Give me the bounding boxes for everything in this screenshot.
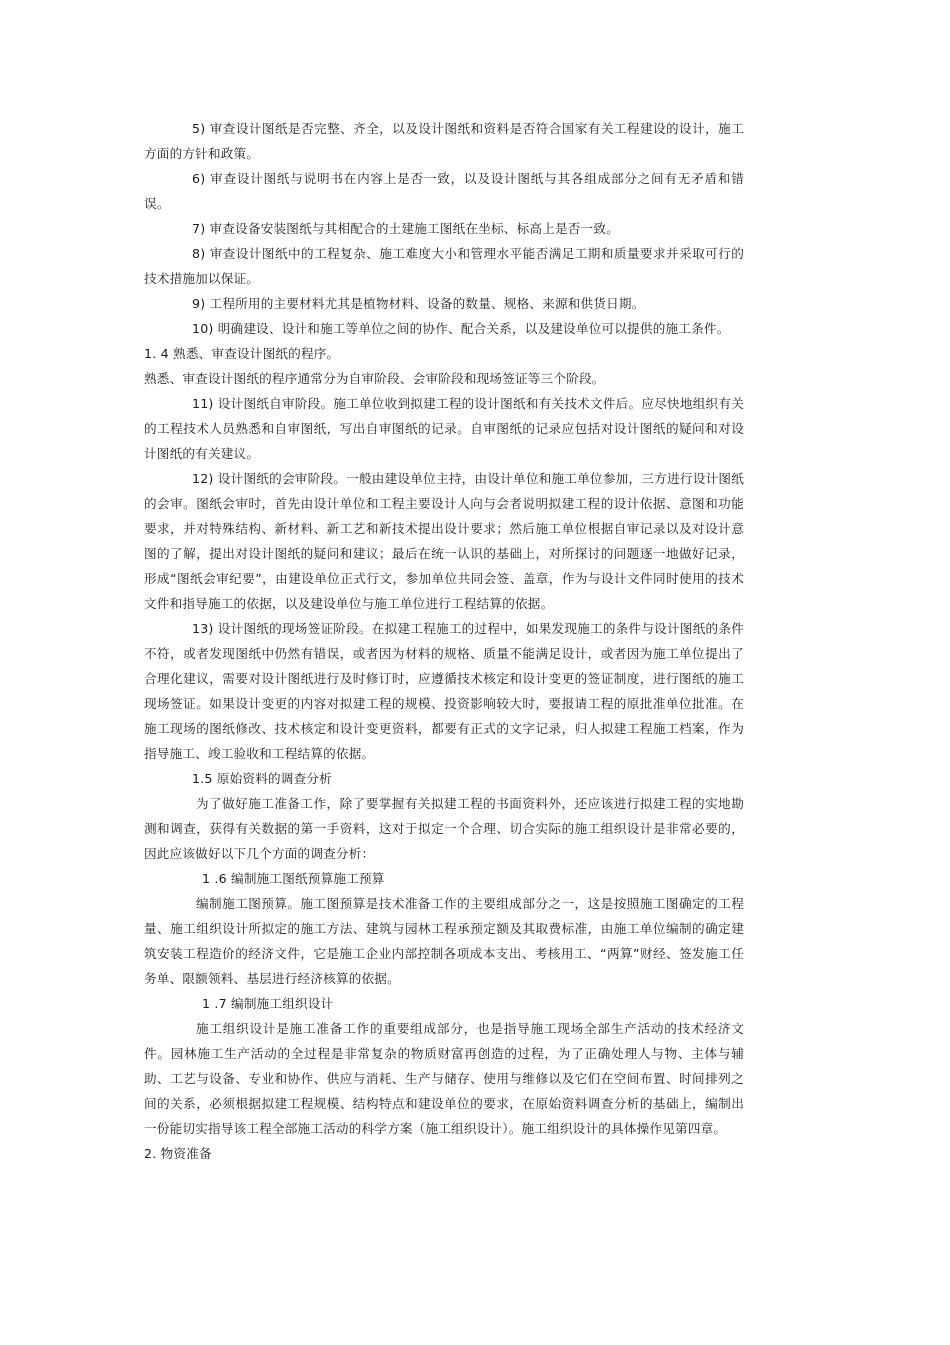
section-heading-1-4: 1. 4 熟悉、审查设计图纸的程序。 — [144, 346, 340, 361]
paragraph-survey: 为了做好施工准备工作，除了要掌握有关拟建工程的书面资料外，还应该进行拟建工程的实地勘测和调查，获得有关数据的第一手资料，这对于拟定一个合理、切合实际的施工组织设计是非常必要的，因此应该做好以下几个方面的调查分析： — [144, 796, 744, 861]
paragraph-item-5: 5) 审查设计图纸是否完整、齐全，以及设计图纸和资料是否符合国家有关工程建设的设计，施工方面的方针和政策。 — [144, 121, 744, 161]
paragraph-review-stages: 熟悉、审查设计图纸的程序通常分为自审阶段、会审阶段和现场签证等三个阶段。 — [144, 371, 605, 386]
section-heading-1-5: 1.5 原始资料的调查分析 — [192, 771, 332, 786]
paragraph-item-12: 12) 设计图纸的会审阶段。一般由建设单位主持，由设计单位和施工单位参加，三方进行设计图纸的会审。图纸会审时，首先由设计单位和工程主要设计人向与会者说明拟建工程的设计依据、意图和功能要求，并对特殊结构、新材料、新工艺和新技术提出设计要求；然后施工单位根据自审记录以及对设计意图的了解，提出对设计图纸的疑问和建议；最后在统一认识的基础上，对所探讨的问题逐一地做好记录，形成“图纸会审纪要”，由建设单位正式行文，参加单位共同会签、盖章，作为与设计文件同时使用的技术文件和指导施工的依据，以及建设单位与施工单位进行工程结算的依据。 — [144, 471, 744, 611]
paragraph-item-7: 7) 审查设备安装图纸与其相配合的土建施工图纸在坐标、标高上是否一致。 — [192, 221, 619, 236]
paragraph-budget: 编制施工图预算。施工图预算是技术准备工作的主要组成部分之一，这是按照施工图确定的工程量、施工组织设计所拟定的施工方法、建筑与园林工程承预定额及其取费标准，由施工单位编制的确定建筑安装工程造价的经济文件，它是施工企业内部控制各项成本支出、考核用工、“两算”财经、签发施工任务单、限额领料、基层进行经济核算的依据。 — [144, 896, 744, 986]
paragraph-organization-design: 施工组织设计是施工准备工作的重要组成部分，也是指导施工现场全部生产活动的技术经济文件。园林施工生产活动的全过程是非常复杂的物质财富再创造的过程，为了正确处理人与物、主体与辅助、工艺与设备、专业和协作、供应与消耗、生产与储存、使用与维修以及它们在空间布置、时间排列之间的关系，必须根据拟建工程规模、结构特点和建设单位的要求，在原始资料调查分析的基础上，编制出一份能切实指导该工程全部施工活动的科学方案（施工组织设计）。施工组织设计的具体操作见第四章。 — [144, 1021, 744, 1136]
paragraph-item-8: 8) 审查设计图纸中的工程复杂、施工难度大小和管理水平能否满足工期和质量要求并采取可行的技术措施加以保证。 — [144, 246, 744, 286]
paragraph-item-13: 13) 设计图纸的现场签证阶段。在拟建工程施工的过程中，如果发现施工的条件与设计图纸的条件不符，或者发现图纸中仍然有错误，或者因为材料的规格、质量不能满足设计，或者因为施工单位提出了合理化建议，需要对设计图纸进行及时修订时，应遵循技术核定和设计变更的签证制度，进行图纸的施工现场签证。如果设计变更的内容对拟建工程的规模、投资影响较大时，要报请工程的原批准单位批准。在施工现场的图纸修改、技术核定和设计变更资料，都要有正式的文字记录，归人拟建工程施工档案，作为指导施工、竣工验收和工程结算的依据。 — [144, 621, 744, 761]
section-heading-1-7: 1 .7 编制施工组织设计 — [202, 996, 334, 1011]
paragraph-item-11: 11) 设计图纸自审阶段。施工单位收到拟建工程的设计图纸和有关技术文件后。应尽快地组织有关的工程技术人员熟悉和自审图纸，写出自审图纸的记录。自审图纸的记录应包括对设计图纸的疑问和对设计图纸的有关建议。 — [144, 396, 744, 461]
section-heading-2: 2. 物资准备 — [144, 1146, 212, 1161]
section-heading-1-6: 1 .6 编制施工图纸预算施工预算 — [202, 871, 385, 886]
paragraph-item-9: 9) 工程所用的主要材料尤其是植物材料、设备的数量、规格、来源和供货日期。 — [192, 296, 645, 311]
paragraph-item-6: 6) 审查设计图纸与说明书在内容上是否一致，以及设计图纸与其各组成部分之间有无矛盾和错误。 — [144, 171, 744, 211]
paragraph-item-10: 10) 明确建设、设计和施工等单位之间的协作、配合关系，以及建设单位可以提供的施工条件。 — [192, 321, 730, 336]
document-body — [144, 116, 744, 1166]
